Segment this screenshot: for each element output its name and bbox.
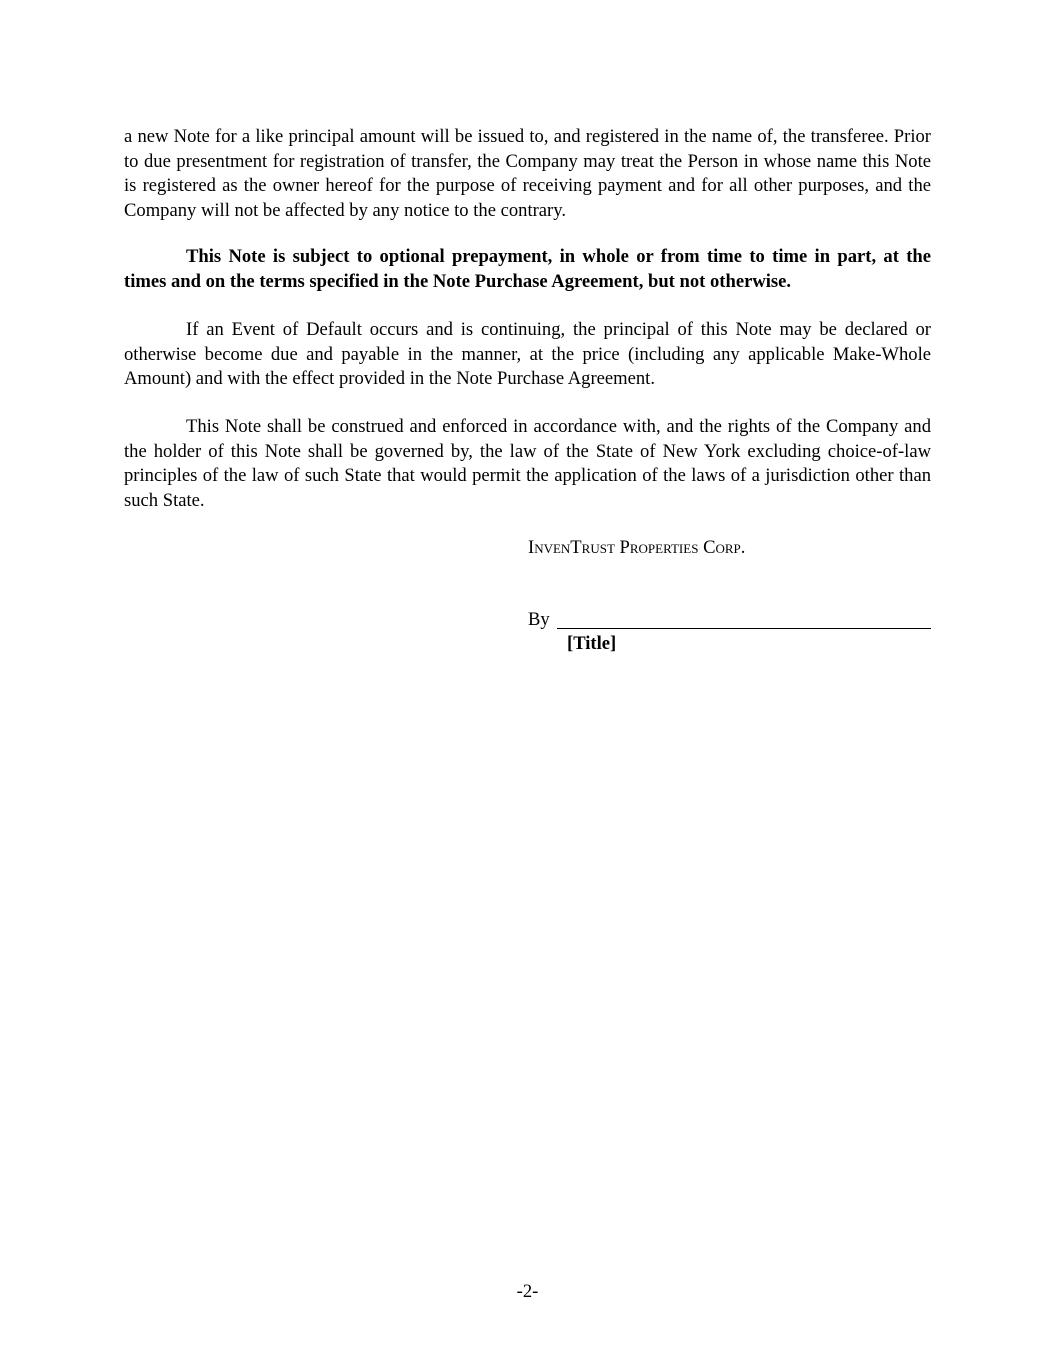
signatory-title: [Title] <box>567 633 617 654</box>
page-number: -2- <box>516 1281 539 1302</box>
company-name: InvenTrust Properties Corp. <box>528 537 746 558</box>
paragraph-optional-prepayment: This Note is subject to optional prepayment, in whole or from time to time in part, at the times and on the terms specified in the Note Purchase Agreement, but not otherwise. <box>124 246 931 292</box>
signature-line <box>557 628 931 629</box>
signature-by-label: By <box>528 609 550 630</box>
paragraph-governing-law: This Note shall be construed and enforced in accordance with, and the rights of the Company and the holder of this Note shall be governed by, the law of the State of New York excluding choice-of-law principles of the law of such State that would permit the application of the laws of a jurisdiction other than such State. <box>124 416 931 511</box>
paragraph-event-of-default: If an Event of Default occurs and is continuing, the principal of this Note may be declared or otherwise become due and payable in the manner, at the price (including any applicable Make-Whole Amount) and with the effect provided in the Note Purchase Agreement. <box>124 319 931 389</box>
paragraph-transfer-registration: a new Note for a like principal amount will be issued to, and registered in the name of, the transferee. Prior to due presentment for registration of transfer, the Company may treat the Person in whose name this Note is registered as the owner hereof for the purpose of receiving payment and for all other purposes, and the Company will not be affected by any notice to the contrary. <box>124 126 931 221</box>
